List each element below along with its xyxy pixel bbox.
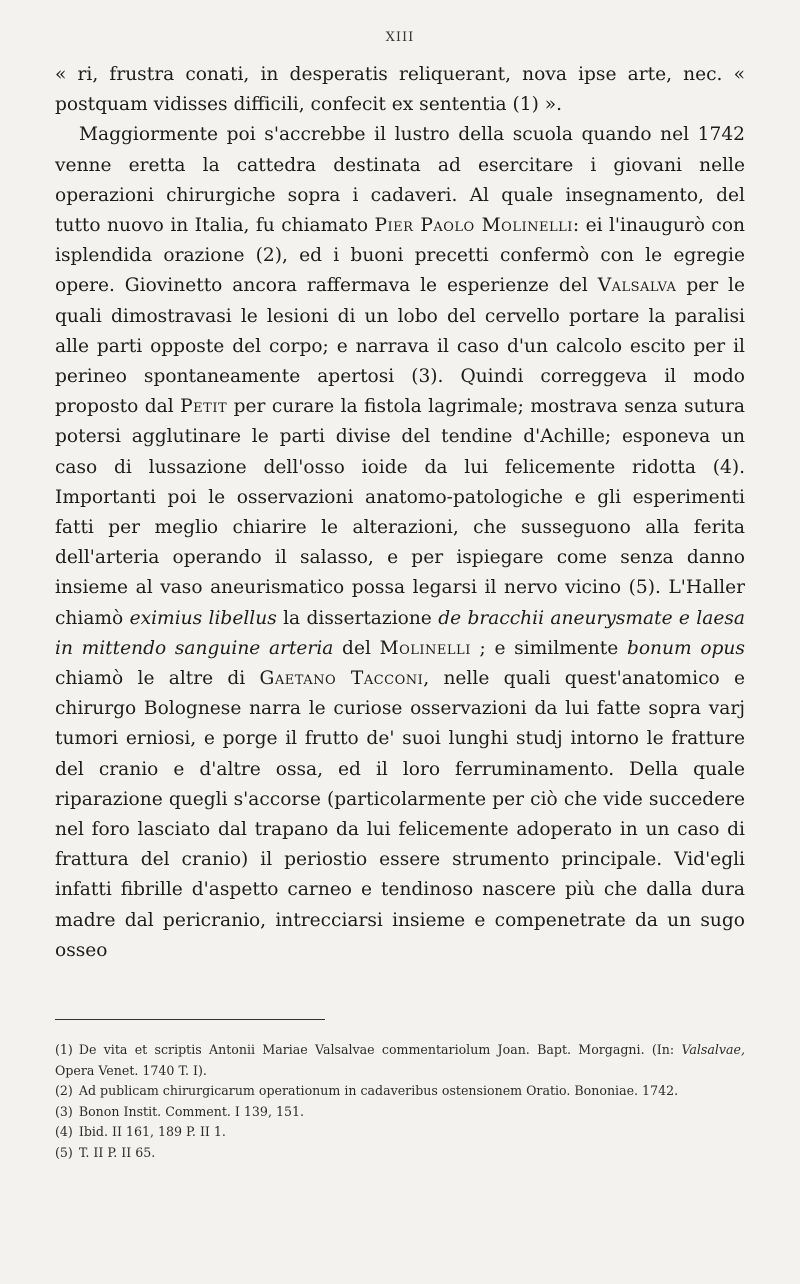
italic-title: de bracchii aneurysmate e laesa in mittendo sanguine arteria — [55, 607, 745, 659]
footnote-text: Opera Venet. 1740 T. I). — [55, 1062, 207, 1078]
text-span: del — [342, 637, 371, 659]
text-span: , nelle quali quest'anatomico e chirurgo Bolognese narra le curiose osservazioni da lui fatte sopra varj tumori erniosi, e porge il frutto de' suoi lunghi studj intorno le fratture del cranio e d'altre ossa, ed il loro ferruminamento. Della quale riparazione quegli s'accorse (particolarmente per ciò che vide succedere nel foro lasciato dal trapano da lui felicemente adoperato in un caso di frattura del cranio) il periostio essere strumento principale. Vid'egli infatti fibrille d'aspetto carneo e tendinoso nascere più che dalla dura madre dal pericranio, intrecciarsi insieme e compenetrate da un sugo osseo — [55, 668, 745, 961]
footnote-text: Bonon Instit. Comment. I 139, 151. — [78, 1103, 304, 1119]
text-span: per le quali dimostravasi le lesioni di un lobo del cervello portare la paralisi alle parti opposte del corpo; e narrava il caso d'un calcolo escito per il perineo spontaneamente apertosi (3). Quindi correggeva il modo proposto dal — [55, 275, 745, 418]
main-text — [55, 60, 745, 966]
text-span: « ri, frustra conati, in desperatis reliquerant, nova ipse arte, nec. « postquam vidisses difficili, confecit ex sententia (1) ». — [55, 64, 745, 116]
text-span: chiamò le altre di — [55, 668, 246, 690]
italic-text: bonum opus — [626, 637, 745, 659]
paragraph-main — [55, 120, 745, 966]
footnote-number: (3) — [55, 1103, 73, 1119]
footnote — [55, 1122, 745, 1143]
paragraph-quote-end — [55, 60, 745, 120]
text-span: : ei l'inaugurò con isplendida orazione (2), ed i buoni precetti confermò con le egregie opere. Giovinetto ancora raffermava le esperienze del — [55, 215, 746, 297]
text-span: per curare la fistola lagrimale; mostrava senza sutura potersi agglutinare le parti divise del tendine d'Achille; esponeva un caso di lussazione dell'osso ioide da lui felicemente ridotta (4). Importanti poi le osservazioni anatomo-patologiche e gli esperimenti fatti per meglio chiarire le alterazioni, che susseguono alla ferita dell'arteria operando il salasso, e per ispiegare come senza danno insieme al vaso aneurismatico possa legarsi il nervo vicino (5). L'Haller chiamò — [55, 396, 745, 629]
person-name: Petit — [180, 396, 228, 418]
footnote — [55, 1143, 745, 1164]
footnote-divider — [55, 1019, 325, 1020]
footnote-text: Ad publicam chirurgicarum operationum in cadaveribus ostensionem Oratio. Bononiae. 1742. — [78, 1083, 679, 1099]
footnote — [55, 1102, 745, 1123]
footnote — [55, 1081, 745, 1102]
footnote-number: (4) — [55, 1124, 73, 1140]
footnote-number: (2) — [55, 1083, 73, 1099]
person-name: Pier Paolo Molinelli — [374, 215, 573, 237]
footnote-text: De vita et scriptis Antonii Mariae Valsalvae commentariolum Joan. Bapt. Morgagni. (In: — [78, 1042, 675, 1057]
footnote — [55, 1040, 745, 1081]
person-name: Gaetano Tacconi — [259, 668, 424, 690]
page-number: XIII — [385, 30, 415, 45]
text-span: Maggiormente poi s'accrebbe il lustro della scuola quando nel 1742 venne eretta la cattedra destinata ad esercitare i giovani nelle operazioni chirurgiche sopra i cadaveri. Al quale insegnamento, del tutto nuovo in Italia, fu chiamato — [55, 124, 745, 237]
italic-text: eximius libellus — [129, 607, 277, 629]
footnotes — [55, 1040, 745, 1164]
footnote-text: Ibid. II 161, 189 P. II 1. — [78, 1124, 226, 1140]
footnote-number: (5) — [55, 1144, 73, 1160]
text-span: la dissertazione — [283, 607, 432, 629]
person-name: Valsalva — [597, 275, 677, 297]
footnote-text: T. II P. II 65. — [78, 1144, 156, 1160]
footnote-number: (1) — [55, 1042, 73, 1057]
footnote-italic: Valsalvae, — [681, 1042, 745, 1057]
person-name: Molinelli — [379, 637, 471, 659]
text-span: ; e similmente — [479, 637, 619, 659]
